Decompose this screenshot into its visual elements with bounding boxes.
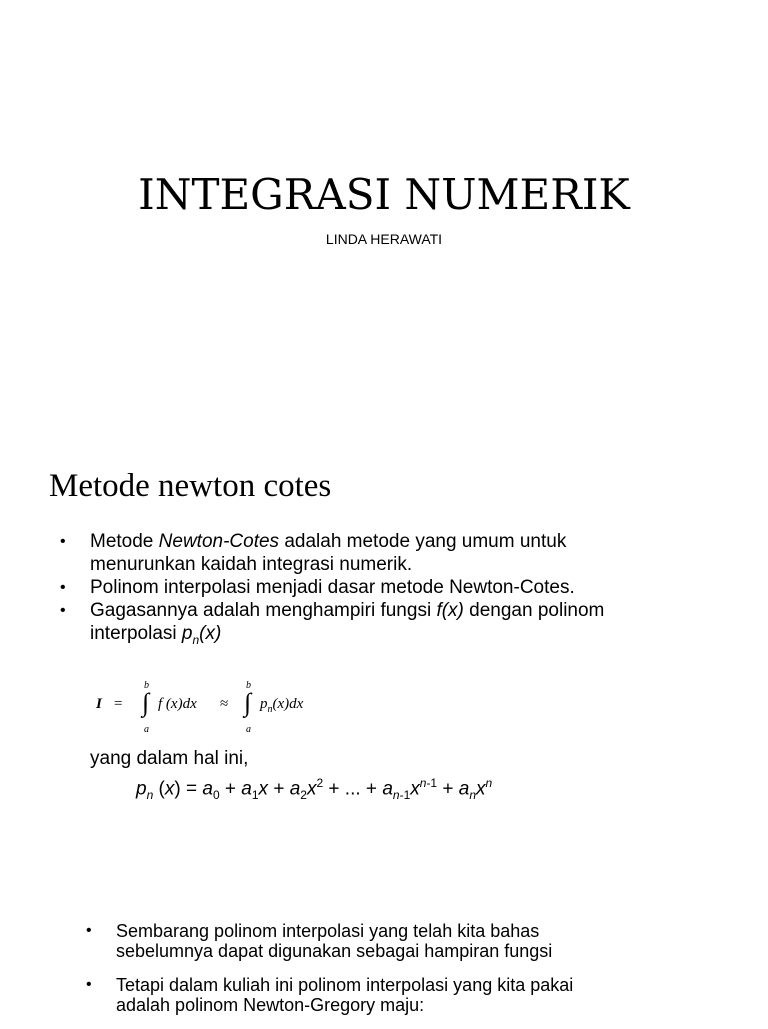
polynomial-formula: $p_n$ $(x) = a_0 + a_1x + a_2x^2$ + ... + $a_{n-1}x^{n-1} + a_nx^n$ xyxy=(136,776,493,803)
explanation-text: yang dalam hal ini, xyxy=(90,748,249,769)
list-item: • Polinom interpolasi menjadi dasar metode Newton-Cotes. xyxy=(60,577,575,598)
bullet-icon: • xyxy=(60,533,66,550)
bullet-icon: • xyxy=(86,976,92,993)
bullet-icon: • xyxy=(86,922,92,939)
section-heading: Metode newton cotes xyxy=(49,468,332,504)
list-item: • Sembarang polinom interpolasi yang telah kita bahas sebelumnya dapat digunakan sebagai hampiran fungsi xyxy=(86,921,553,961)
slide-title: INTEGRASI NUMERIK xyxy=(138,170,630,219)
list-item: • Metode Newton-Cotes adalah metode yang umum untuk menurunkan kaidah integrasi numerik. xyxy=(60,531,567,575)
bullet-list-2 xyxy=(86,921,573,1029)
integral-formula: I = b ∫ a f (x)dx ≈ b ∫ a $p_n(x)dx$ xyxy=(96,680,304,735)
slide-author: LINDA HERAWATI xyxy=(325,231,443,247)
bullet-icon: • xyxy=(60,602,66,619)
bullet-icon: • xyxy=(60,579,66,596)
list-item: • Gagasannya adalah menghampiri fungsi f(x) dengan polinom interpolasi $p_n(x)$ xyxy=(60,600,605,647)
bullet-list xyxy=(60,530,604,652)
list-item: • Tetapi dalam kuliah ini polinom interpolasi yang kita pakai adalah polinom Newton-Gregory maju: xyxy=(86,975,574,1015)
